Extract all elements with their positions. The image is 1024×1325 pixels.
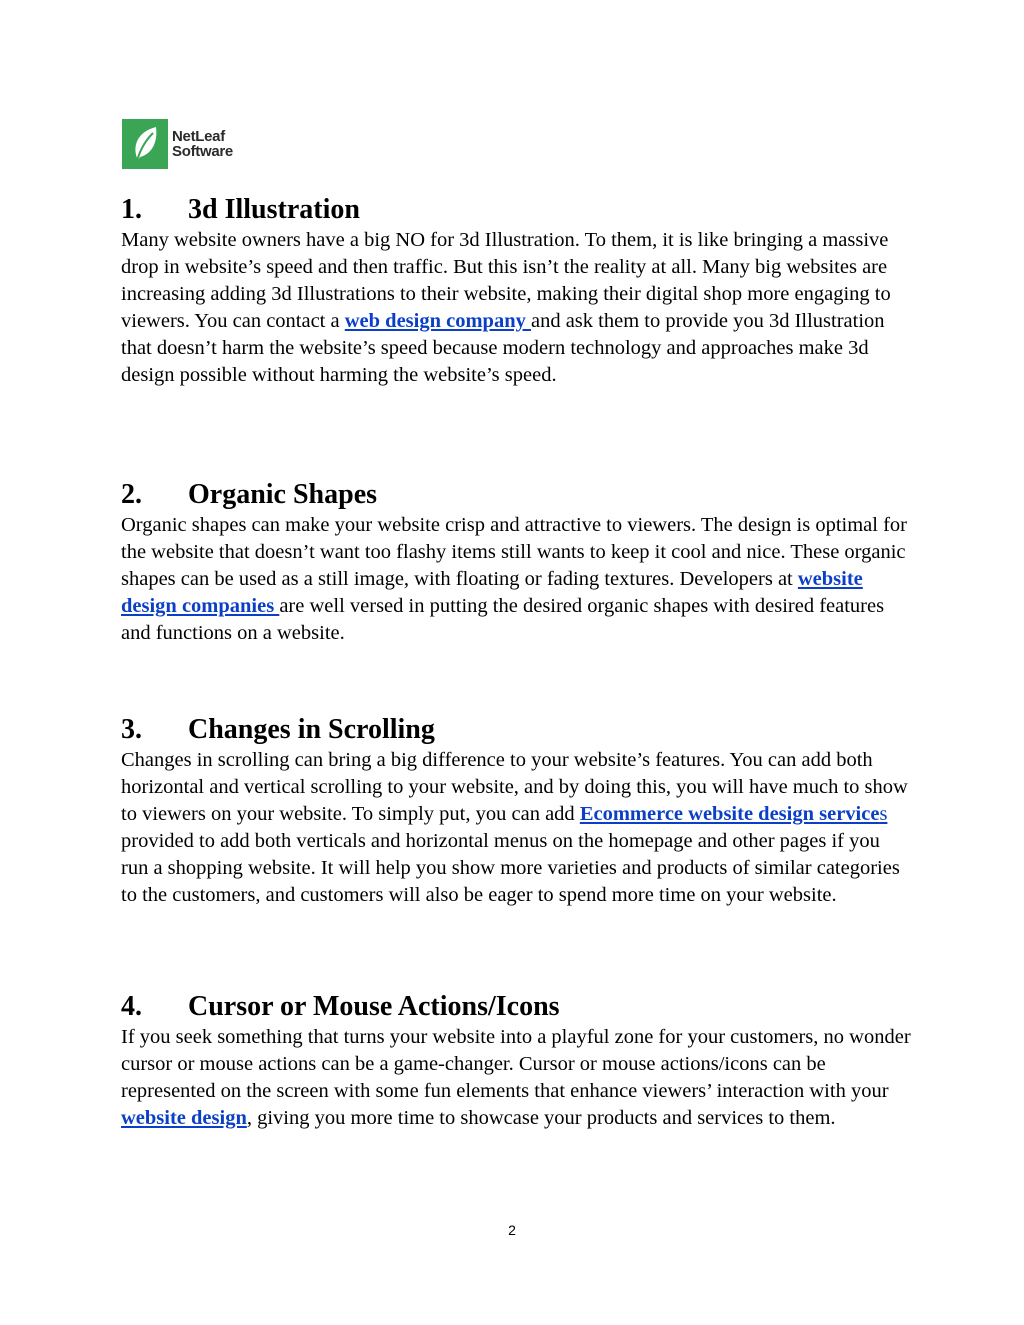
body-text: , giving you more time to showcase your products and services to them. [246, 1107, 836, 1129]
website-design-companies-link[interactable]: website design companies [121, 568, 863, 617]
logo-wordmark [172, 129, 233, 159]
section-heading [121, 713, 911, 747]
web-design-company-link[interactable]: web design company [344, 310, 531, 332]
logo-line-1: NetLeaf [172, 128, 225, 145]
link-text: Ecommerce website design service [579, 803, 880, 825]
section-title: Cursor or Mouse Actions/Icons [188, 991, 560, 1022]
company-logo [122, 119, 233, 169]
body-text: Changes in scrolling can bring a big difference to your website’s features. You can add both horizontal and vertical scrolling to your website, and by doing this, you will have much to show to viewers on your website. To simply put, you can add [121, 749, 908, 825]
section-number: 2. [121, 479, 142, 510]
section-organic-shapes [121, 478, 911, 647]
body-text: Many website owners have a big NO for 3d Illustration. To them, it is like bringing a massive drop in website’s speed and then traffic. But this isn’t the reality at all. Many big websites are increasing adding 3d Illustrations to their website, making their digital shop more engaging to viewers. You can contact a [121, 229, 891, 332]
section-body [121, 1024, 911, 1132]
section-body [121, 512, 911, 647]
section-body [121, 227, 911, 389]
section-body [121, 747, 911, 909]
body-text: If you seek something that turns your website into a playful zone for your customers, no wonder cursor or mouse actions can be a game-changer. Cursor or mouse actions/icons can be represented on the screen with some fun elements that enhance viewers’ interaction with your [121, 1026, 911, 1102]
link-tail: s [879, 803, 888, 825]
section-changes-in-scrolling [121, 713, 911, 909]
body-text: provided to add both verticals and horizontal menus on the homepage and other pages if you run a shopping website. It will help you show more varieties and products of similar categories to the customers, and customers will also be eager to spend more time on your website. [121, 830, 900, 906]
body-text: Organic shapes can make your website crisp and attractive to viewers. The design is optimal for the website that doesn’t want too flashy items still wants to keep it cool and nice. These organic shapes can be used as a still image, with floating or fading textures. Developers at [121, 514, 907, 590]
section-3d-illustration [121, 193, 911, 389]
body-text: are well versed in putting the desired organic shapes with desired features and functions on a website. [121, 595, 885, 644]
website-design-link[interactable]: website design [121, 1107, 247, 1129]
section-number: 1. [121, 194, 142, 225]
section-heading [121, 990, 911, 1024]
leaf-icon [122, 119, 168, 169]
section-heading [121, 193, 911, 227]
ecommerce-website-design-services-link[interactable] [580, 803, 888, 825]
logo-line-2: Software [172, 143, 233, 160]
section-cursor-mouse-actions [121, 990, 911, 1132]
section-title: 3d Illustration [188, 194, 360, 225]
section-number: 4. [121, 991, 142, 1022]
body-text: and ask them to provide you 3d Illustration that doesn’t harm the website’s speed because modern technology and approaches make 3d design possible without harming the website’s speed. [121, 310, 885, 386]
section-title: Changes in Scrolling [188, 714, 435, 745]
section-heading [121, 478, 911, 512]
section-title: Organic Shapes [188, 479, 378, 510]
section-number: 3. [121, 714, 142, 745]
page-number: 2 [508, 1222, 516, 1238]
